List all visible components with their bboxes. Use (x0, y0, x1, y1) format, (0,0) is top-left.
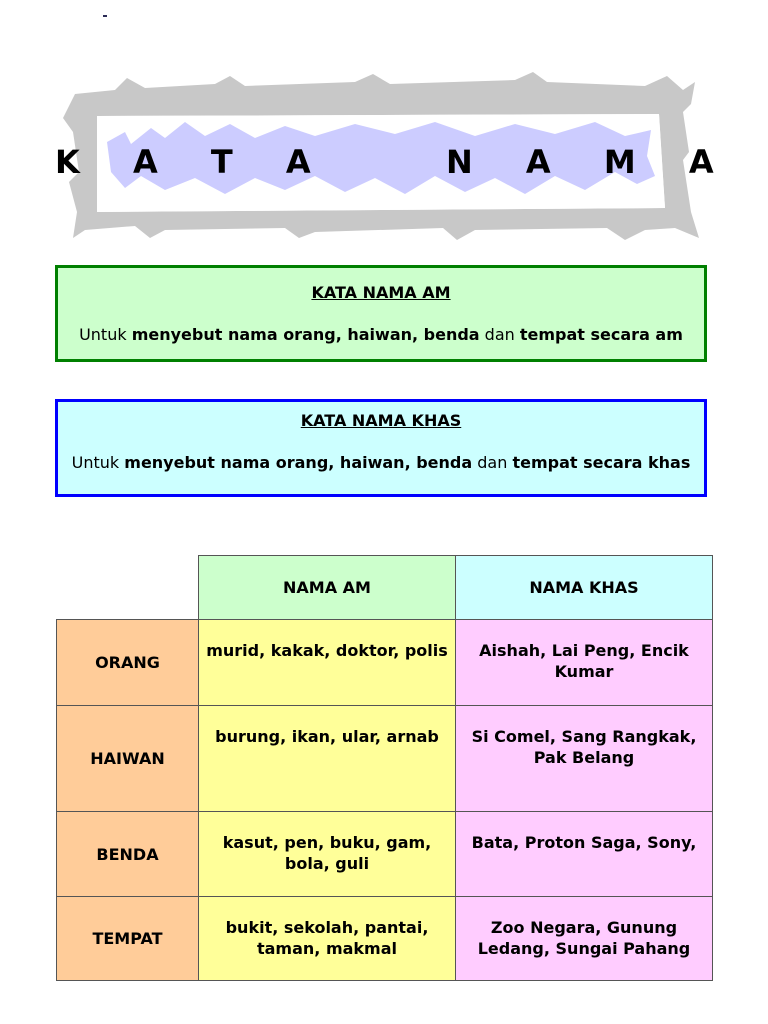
nama-am-cell: burung, ikan, ular, arnab (199, 706, 456, 812)
category-cell: BENDA (57, 812, 199, 897)
nama-khas-line-2: Pak Belang (533, 748, 635, 767)
desc-bold-part-1: menyebut nama orang, haiwan, benda (124, 453, 473, 472)
desc-connector: dan (479, 325, 520, 344)
desc-bold-part-1: menyebut nama orang, haiwan, benda (131, 325, 480, 344)
nama-am-cell: bukit, sekolah, pantai, taman, makmal (199, 897, 456, 981)
desc-prefix: Untuk (71, 453, 125, 472)
nama-khas-cell: Zoo Negara, Gunung Ledang, Sungai Pahang (456, 897, 713, 981)
category-cell: ORANG (57, 620, 199, 706)
kata-nama-khas-heading: KATA NAMA KHAS (300, 411, 462, 430)
table-header-row (57, 556, 713, 620)
title-banner (55, 72, 726, 242)
kata-nama-am-heading: KATA NAMA AM (311, 283, 451, 302)
desc-bold-part-2: tempat secara am (519, 325, 683, 344)
kata-nama-table (56, 555, 713, 981)
nama-khas-cell (456, 706, 713, 812)
kata-nama-khas-box (55, 399, 707, 497)
category-cell: TEMPAT (57, 897, 199, 981)
kata-nama-am-box (55, 265, 707, 362)
nama-khas-cell: Aishah, Lai Peng, Encik Kumar (456, 620, 713, 706)
desc-prefix: Untuk (79, 325, 132, 344)
category-cell: HAIWAN (57, 706, 199, 812)
header-nama-am: NAMA AM (199, 556, 456, 620)
table-row (57, 706, 713, 812)
kata-nama-am-description (64, 324, 698, 345)
nama-khas-line-1: Si Comel, Sang Rangkak, (471, 727, 697, 746)
desc-bold-part-2: tempat secara khas (512, 453, 691, 472)
table-row (57, 620, 713, 706)
kata-nama-khas-description (64, 452, 698, 473)
nama-am-cell: murid, kakak, doktor, polis (199, 620, 456, 706)
page-title: K A T A N A M A (55, 143, 726, 181)
header-nama-khas: NAMA KHAS (456, 556, 713, 620)
table-row (57, 897, 713, 981)
desc-connector: dan (472, 453, 513, 472)
stray-mark (103, 15, 107, 17)
empty-corner-cell (57, 556, 199, 620)
table-row (57, 812, 713, 897)
nama-am-cell: kasut, pen, buku, gam, bola, guli (199, 812, 456, 897)
nama-khas-cell: Bata, Proton Saga, Sony, (456, 812, 713, 897)
